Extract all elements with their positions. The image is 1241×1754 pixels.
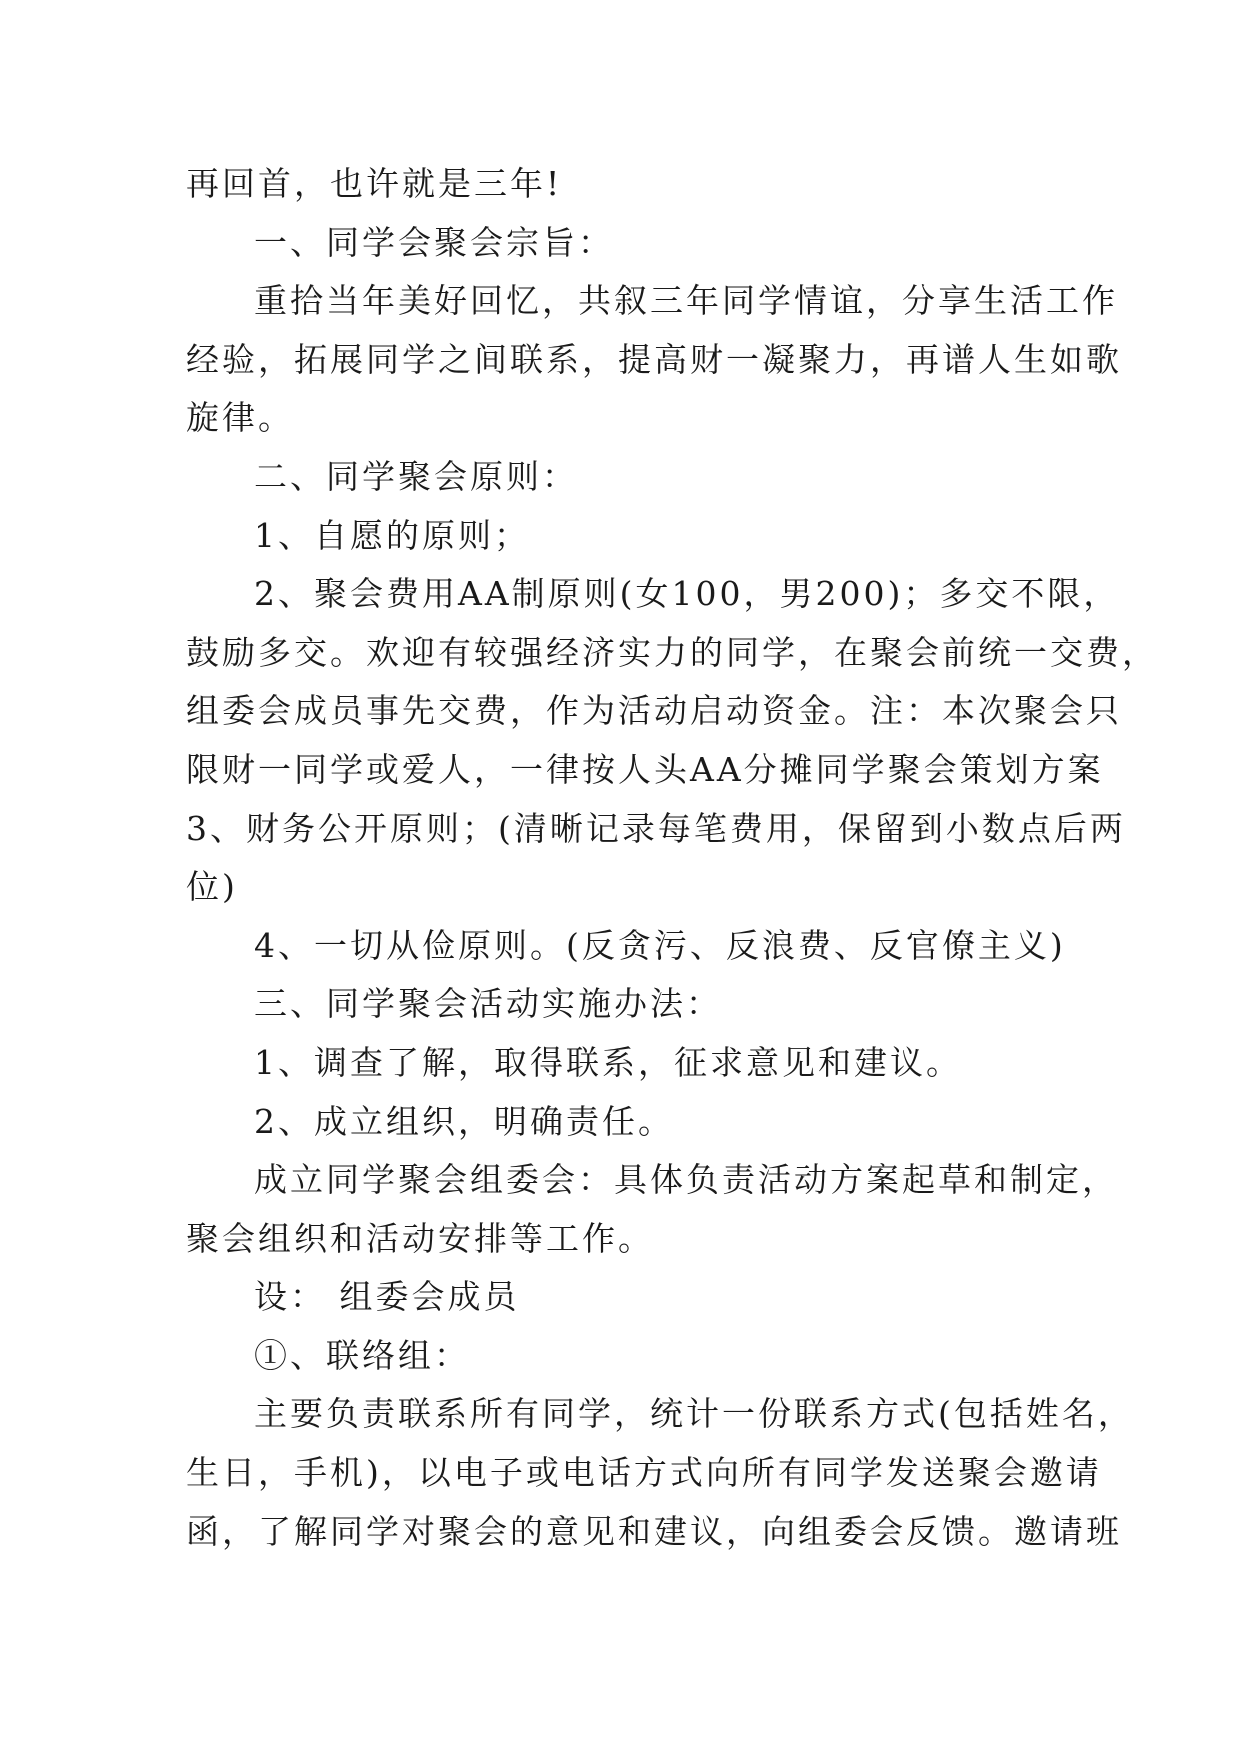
text-line: 鼓励多交。欢迎有较强经济实力的同学，在聚会前统一交费， bbox=[186, 632, 1158, 672]
list-item: 4、一切从俭原则。(反贪污、反浪费、反官僚主义) bbox=[254, 925, 1066, 965]
text-line: 限财一同学或爱人，一律按人头AA分摊同学聚会策划方案 bbox=[186, 749, 1104, 789]
text-line: 旋律。 bbox=[186, 398, 294, 438]
text-line: 聚会组织和活动安排等工作。 bbox=[186, 1218, 654, 1258]
text-line: 设： 组委会成员 bbox=[254, 1277, 520, 1317]
text-line: 主要负责联系所有同学，统计一份联系方式(包括姓名， bbox=[254, 1394, 1134, 1434]
list-item: 1、调查了解，取得联系，征求意见和建议。 bbox=[254, 1042, 962, 1082]
text-line: 成立同学聚会组委会：具体负责活动方案起草和制定， bbox=[254, 1160, 1118, 1200]
text-line: 经验，拓展同学之间联系，提高财一凝聚力，再谱人生如歌 bbox=[186, 339, 1122, 379]
text-line: 组委会成员事先交费，作为活动启动资金。注：本次聚会只 bbox=[186, 691, 1122, 731]
document-body bbox=[186, 155, 1158, 1561]
list-item: 2、成立组织，明确责任。 bbox=[254, 1101, 674, 1141]
text-line: 再回首，也许就是三年! bbox=[186, 164, 563, 203]
list-item: 2、聚会费用AA制原则(女100，男200)；多交不限， bbox=[254, 574, 1120, 614]
section-heading-purpose: 一、同学会聚会宗旨： bbox=[254, 222, 614, 262]
subsection-heading-liaison: ①、联络组： bbox=[254, 1335, 470, 1375]
section-heading-methods: 三、同学聚会活动实施办法： bbox=[254, 984, 722, 1024]
text-line: 重拾当年美好回忆，共叙三年同学情谊，分享生活工作 bbox=[254, 281, 1118, 321]
list-item: 1、自愿的原则； bbox=[254, 515, 530, 555]
text-line: 生日，手机)，以电子或电话方式向所有同学发送聚会邀请 bbox=[186, 1453, 1102, 1493]
text-line: 函，了解同学对聚会的意见和建议，向组委会反馈。邀请班 bbox=[186, 1511, 1122, 1551]
section-heading-principles: 二、同学聚会原则： bbox=[254, 456, 578, 496]
list-item: 3、财务公开原则；(清晰记录每笔费用，保留到小数点后两 bbox=[186, 808, 1126, 848]
text-line: 位) bbox=[186, 867, 238, 907]
